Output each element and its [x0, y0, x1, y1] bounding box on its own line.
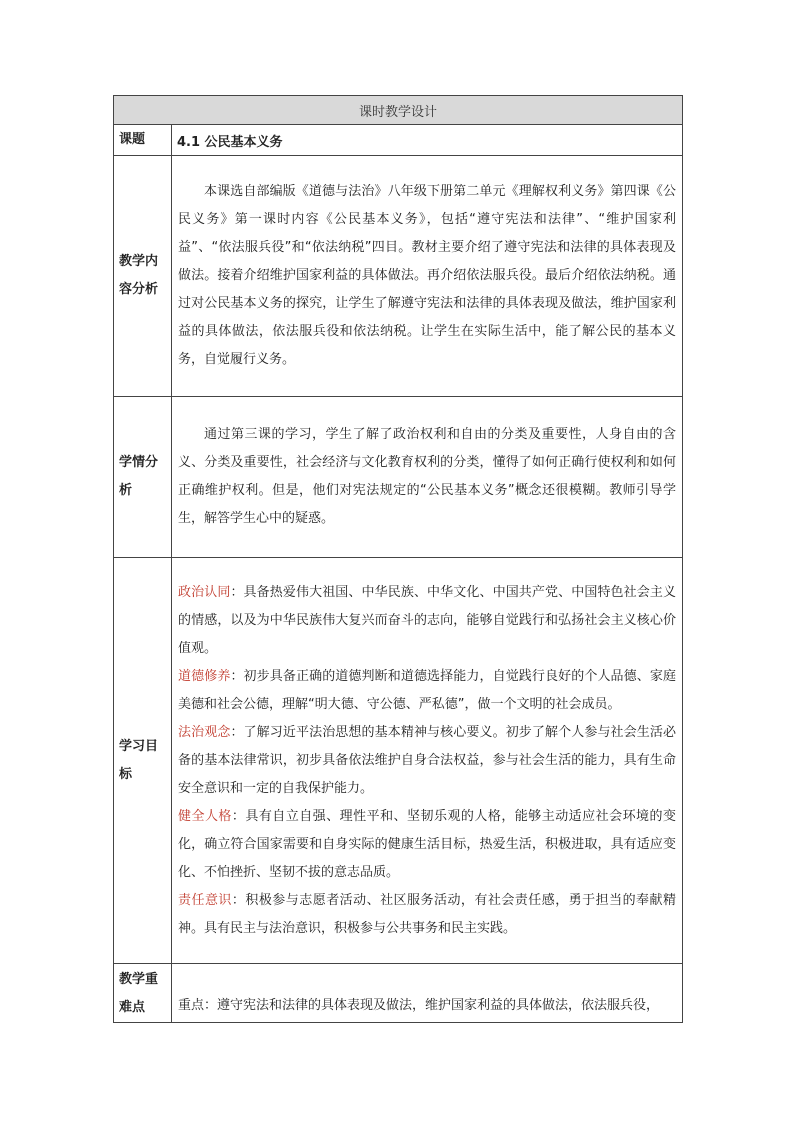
- learner-analysis-text: 通过第三课的学习，学生了解了政治权利和自由的分类及重要性，人身自由的含义、分类及重要性，社会经济与文化教育权利的分类，懂得了如何正确行使权利和如何正确维护权利。但是，他们对宪法规定的“公民基本义务”概念还很模糊。教师引导学生，解答学生心中的疑惑。: [178, 427, 677, 526]
- goal-item: [178, 663, 676, 719]
- key-points-row: [114, 964, 683, 1023]
- goal-text: ：了解习近平法治思想的基本精神与核心要义。初步了解个人参与社会生活必备的基本法律常识，初步具备依法维护自身合法权益，参与社会生活的能力，具有生命安全意识和一定的自我保护能力。: [178, 724, 677, 796]
- learner-analysis-row: [114, 397, 683, 558]
- goal-key: 道德修养: [178, 668, 231, 684]
- learner-analysis-label: 学情分析: [114, 397, 172, 558]
- topic-row: [114, 125, 683, 156]
- goal-item: [178, 887, 676, 943]
- goal-key: 政治认同: [178, 584, 231, 600]
- goal-key: 责任意识: [178, 892, 232, 908]
- key-points-label: 教学重难点: [114, 964, 172, 1023]
- goal-key: 健全人格: [178, 808, 232, 824]
- table-title: 课时教学设计: [114, 96, 683, 125]
- content-analysis-text: 本课选自部编版《道德与法治》八年级下册第二单元《理解权利义务》第四课《公民义务》第一课时内容《公民基本义务》，包括“遵守宪法和法律”、“维护国家利益”、“依法服兵役”和“依法纳税”四目。教材主要介绍了遵守宪法和法律的具体表现及做法。接着介绍维护国家利益的具体做法。再介绍依法服兵役。最后介绍依法纳税。通过对公民基本义务的探究，让学生了解遵守宪法和法律的具体表现及做法，维护国家利益的具体做法，依法服兵役和依法纳税。让学生在实际生活中，能了解公民的基本义务，自觉履行义务。: [178, 184, 677, 367]
- topic-label: 课题: [114, 125, 172, 156]
- content-analysis-label: 教学内容分析: [114, 156, 172, 397]
- lesson-plan-table: [113, 95, 683, 1023]
- learning-goals-label: 学习目标: [114, 558, 172, 964]
- goal-text: ：具有自立自强、理性平和、坚韧乐观的人格，能够主动适应社会环境的变化，确立符合国家需要和自身实际的健康生活目标，热爱生活，积极进取，具有适应变化、不怕挫折、坚韧不拔的意志品质。: [178, 808, 677, 880]
- content-analysis-cell: [172, 156, 683, 397]
- learner-analysis-cell: [172, 397, 683, 558]
- goal-item: [178, 719, 676, 803]
- goal-text: ：初步具备正确的道德判断和道德选择能力，自觉践行良好的个人品德、家庭美德和社会公德，理解“明大德、守公德、严私德”，做一个文明的社会成员。: [178, 668, 676, 712]
- goal-key: 法治观念: [178, 724, 231, 740]
- title-row: [114, 96, 683, 125]
- learning-goals-row: [114, 558, 683, 964]
- goal-item: [178, 803, 676, 887]
- goal-text: ：积极参与志愿者活动、社区服务活动，有社会责任感，勇于担当的奉献精神。具有民主与法治意识，积极参与公共事务和民主实践。: [178, 892, 676, 936]
- goal-item: [178, 579, 676, 663]
- goal-text: ：具备热爱伟大祖国、中华民族、中华文化、中国共产党、中国特色社会主义的情感，以及为中华民族伟大复兴而奋斗的志向，能够自觉践行和弘扬社会主义核心价值观。: [178, 584, 677, 656]
- content-analysis-row: [114, 156, 683, 397]
- topic-value: 4.1 公民基本义务: [172, 125, 683, 156]
- learning-goals-cell: [172, 558, 683, 964]
- key-points-text: 重点：遵守宪法和法律的具体表现及做法，维护国家利益的具体做法，依法服兵役，: [172, 964, 683, 1023]
